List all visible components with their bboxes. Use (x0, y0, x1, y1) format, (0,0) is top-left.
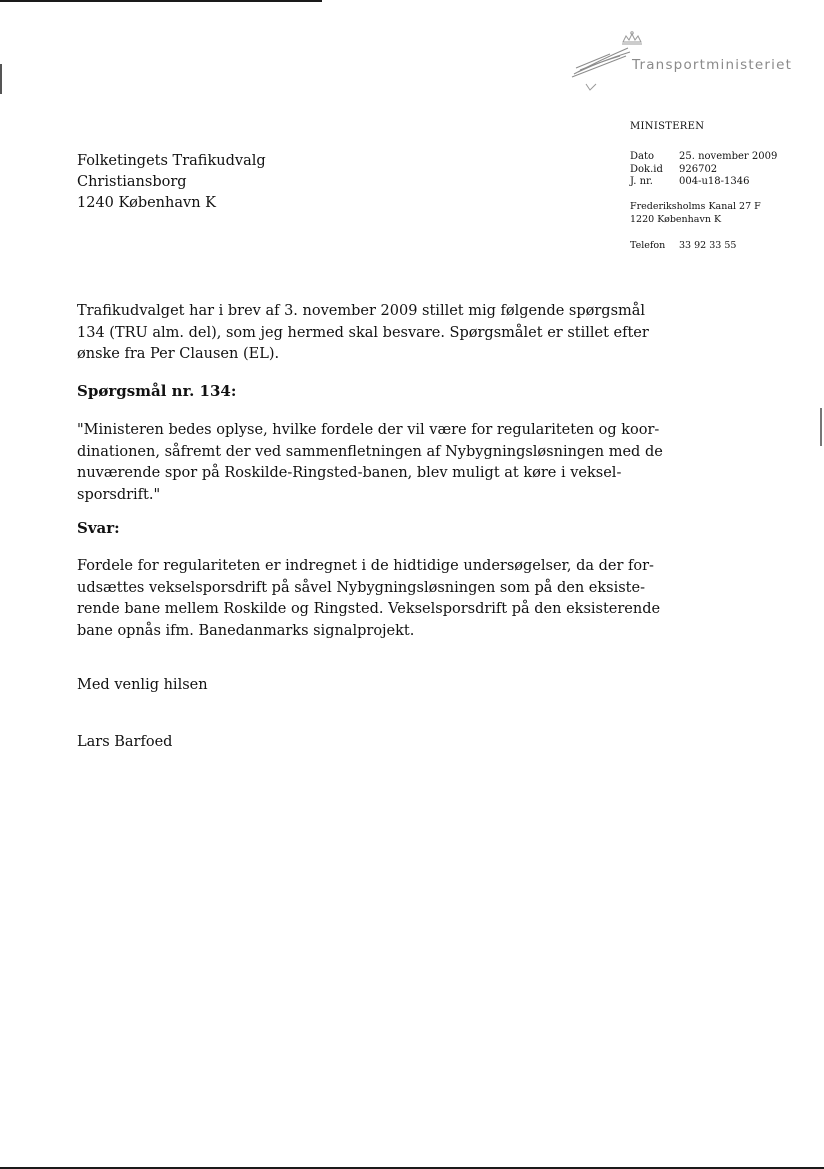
text-line: "Ministeren bedes oplyse, hvilke fordele der vil være for regulariteten og koor- (77, 422, 660, 438)
question-heading: Spørgsmål nr. 134: (77, 382, 237, 400)
meta-value: 25. november 2009 (679, 151, 778, 162)
answer-heading: Svar: (77, 519, 120, 537)
text-line: bane opnås ifm. Banedanmarks signalprojekt. (77, 622, 415, 639)
ministry-logo (570, 30, 800, 98)
text-line: ønske fra Per Clausen (EL). (77, 346, 280, 362)
sender-address (630, 201, 761, 226)
answer-paragraph (77, 556, 661, 642)
text-line: udsættes vekselsporsdrift på såvel Nybygningsløsningen som på den eksiste- (77, 579, 645, 596)
address-line: 1220 København K (630, 213, 722, 225)
scan-mark-left (0, 64, 2, 94)
logo-wordmark: Transportministeriet (632, 57, 793, 73)
meta-value: 926702 (679, 163, 718, 175)
text-line: Med venlig hilsen (77, 677, 208, 693)
closing-text (77, 675, 592, 697)
meta-row-date (630, 151, 777, 164)
meta-label: Dato (630, 151, 655, 162)
text-line: sporsdrift." (77, 486, 161, 503)
recipient-address (77, 151, 266, 214)
scan-mark-right (820, 408, 822, 446)
signature-name (77, 732, 592, 754)
recipient-line: Christiansborg (77, 174, 187, 190)
address-line: Frederiksholms Kanal 27 F (630, 201, 761, 212)
meta-value: 004-u18-1346 (679, 176, 750, 187)
phone-value: 33 92 33 55 (679, 240, 737, 251)
text-line: Trafikudvalget har i brev af 3. november 2009 stillet mig følgende spørgsmål (77, 303, 646, 319)
text-line: rende bane mellem Roskilde og Ringsted. Vekselsporsdrift på den eksisterende (77, 601, 661, 617)
meta-label: J. nr. (630, 176, 653, 187)
recipient-line: 1240 København K (77, 195, 216, 211)
phone-label: Telefon (630, 240, 666, 251)
letter-meta (630, 151, 777, 189)
meta-row-journal (630, 176, 777, 189)
text-line: dinationen, såfremt der ved sammenfletningen af Nybygningsløsningen med de (77, 443, 663, 460)
text-line: Lars Barfoed (77, 734, 173, 750)
scan-edge-top (0, 0, 322, 2)
text-line: nuværende spor på Roskilde-Ringsted-banen, blev muligt at køre i veksel- (77, 465, 622, 481)
meta-label: Dok.id (630, 163, 663, 175)
question-paragraph (77, 420, 663, 506)
intro-paragraph (77, 301, 649, 366)
sender-phone (630, 240, 736, 251)
text-line: Fordele for regulariteten er indregnet i de hidtidige undersøgelser, da der for- (77, 558, 654, 574)
recipient-line: Folketingets Trafikudvalg (77, 153, 266, 169)
text-line: 134 (TRU alm. del), som jeg hermed skal besvare. Spørgsmålet er stillet efter (77, 324, 649, 341)
sender-title: MINISTEREN (630, 121, 705, 132)
meta-row-doc-id (630, 164, 777, 177)
